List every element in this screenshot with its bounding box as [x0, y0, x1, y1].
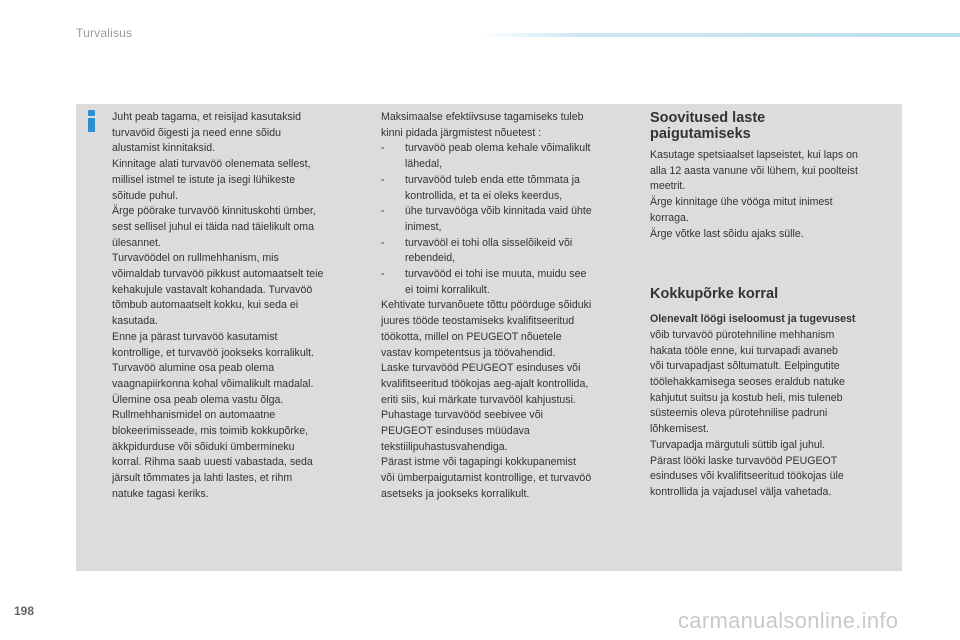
text-line: turvavöö peab olema kehale võimalikult	[405, 142, 591, 155]
text-line: kasutada.	[112, 315, 158, 328]
text-line: Turvavöödel on rullmehhanism, mis	[112, 252, 279, 265]
dash-marker: -	[381, 268, 385, 281]
text-line: tekstiilipuhastusvahendiga.	[381, 440, 508, 453]
text-line: inimest,	[405, 220, 442, 233]
dash-marker: -	[381, 142, 385, 155]
text-line: turvavöid õigesti ja need enne sõidu	[112, 126, 282, 139]
section-subhead: Olenevalt löögi iseloomust ja tugevusest	[650, 313, 856, 326]
text-line: vaagnapiirkonna kohal võimalikult madalal.	[112, 377, 314, 390]
text-line: tõmbub automaatselt kokku, kui seda ei	[112, 299, 299, 312]
text-line: Rullmehhanismidel on automaatne	[112, 409, 276, 422]
text-line: kehakujule vastavalt kohandada. Turvavöö	[112, 283, 313, 296]
text-line: äkkpidurduse või sõiduki ümbermineku	[112, 440, 295, 453]
text-line: millisel istmel te istute ja isegi lühikeste	[112, 173, 296, 186]
section-title-line: Soovitused laste	[650, 110, 766, 126]
dash-marker: -	[381, 173, 385, 186]
text-line: turvavööd tuleb enda ette tõmmata ja	[405, 173, 580, 186]
requirement-item	[381, 141, 633, 172]
text-line: turvavööd ei tohi ise muuta, muidu see	[405, 268, 587, 281]
header-accent-bar	[478, 33, 960, 37]
text-line: korral. Rihma saab uuesti vabastada, seda	[112, 456, 313, 469]
column-seatbelt-usage	[112, 110, 357, 503]
text-line: võimaldab turvavöö pikkust automaatselt teie	[112, 268, 324, 281]
section-header-title: Turvalisus	[76, 26, 133, 40]
text-line: kontrollige, et turvavöö jookseks korralikult.	[112, 346, 314, 359]
text-line: Kinnitage alati turvavöö olenemata sellest,	[112, 158, 311, 171]
text-line: ülesannet.	[112, 236, 161, 249]
text-line: Ärge pöörake turvavöö kinnituskohti ümber,	[112, 205, 316, 218]
requirement-item	[381, 173, 633, 204]
text-line: natuke tagasi keriks.	[112, 487, 209, 500]
text-line: töökotta, millel on PEUGEOT nõuetele	[381, 330, 562, 343]
text-line: eriti siis, kui märkate turvavööl kahjustusi.	[381, 393, 576, 406]
text-line: või ümberpaigutamist kontrollige, et turvavöö	[381, 472, 592, 485]
text-line: Enne ja pärast turvavöö kasutamist	[112, 330, 278, 343]
column-child-and-crash	[650, 110, 900, 501]
text-line: töölehakkamisega seoses eraldub natuke	[650, 376, 845, 389]
text-line: turvavööl ei tohi olla sisselõikeid või	[405, 236, 573, 249]
text-line: Turvapadja märgutuli süttib igal juhul.	[650, 438, 826, 451]
text-line: blokeerimisseade, mis toimib kokkupõrke,	[112, 425, 309, 438]
text-line: ühe turvavööga võib kinnitada vaid ühte	[405, 205, 592, 218]
section-title-child-seating	[650, 110, 900, 142]
text-line: alla 12 aasta vanune või lühem, kui poolteist	[650, 164, 858, 177]
text-line: Kasutage spetsiaalset lapseistet, kui laps on	[650, 149, 858, 161]
info-icon-dot	[88, 110, 95, 116]
text-line: lõhkemisest.	[650, 423, 709, 436]
text-line: kahjutut suitsu ja kostub heli, mis tuleneb	[650, 391, 843, 404]
text-line: meetrit.	[650, 180, 686, 193]
text-line: kontrollida, et ta ei oleks keerdus,	[405, 189, 563, 202]
info-icon-stem	[88, 118, 95, 132]
dash-marker: -	[381, 236, 385, 249]
info-icon	[86, 110, 96, 132]
text-line: esinduses või kvalifitseeritud töökojas üle	[650, 470, 844, 483]
text-line: Laske turvavööd PEUGEOT esinduses või	[381, 362, 581, 375]
requirement-item	[381, 204, 633, 235]
text-line: võib turvavöö pürotehniline mehhanism	[650, 328, 835, 341]
dash-marker: -	[381, 205, 385, 218]
text-line: Turvavöö alumine osa peab olema	[112, 362, 275, 375]
text-line: Pärast lööki laske turvavööd PEUGEOT	[650, 454, 838, 467]
text-line: süsteemis oleva pürotehnilise padruni	[650, 407, 828, 420]
text-line: Juht peab tagama, et reisijad kasutaksid	[112, 111, 302, 123]
text-line: kvalifitseeritud töökojas aeg-ajalt kontrollida,	[381, 377, 589, 390]
text-line: Ärge võtke last sõidu ajaks sülle.	[650, 227, 804, 240]
section-title-line: paigutamiseks	[650, 126, 751, 142]
text-line: kontrollida ja vajadusel välja vahetada.	[650, 485, 832, 498]
text-line: ei toimi korralikult.	[405, 283, 490, 296]
text-line: lähedal,	[405, 158, 443, 171]
text-line: kinni pidada järgmistest nõuetest :	[381, 126, 542, 139]
text-line: järsult tõmmates ja lahti lastes, et rihm	[112, 472, 293, 485]
watermark: carmanualsonline.info	[678, 608, 899, 633]
text-line: sest sellisel juhul ei täida nad täielikult oma	[112, 220, 314, 233]
text-line: Pärast istme või tagapingi kokkupanemist	[381, 456, 576, 469]
text-line: või turvapadjast sõltumatult. Eelpingutite	[650, 360, 840, 373]
text-line: alustamist kinnitaksid.	[112, 142, 216, 155]
text-line: rebendeid,	[405, 252, 456, 265]
text-line: sõitude puhul.	[112, 189, 178, 202]
text-line: Puhastage turvavööd seebivee või	[381, 409, 543, 422]
text-line: asetseks ja jookseks korralikult.	[381, 487, 530, 500]
column-seatbelt-requirements	[381, 110, 633, 503]
section-spacer	[650, 242, 900, 286]
text-line: Kehtivate turvanõuete tõttu pöörduge sõiduki	[381, 299, 592, 312]
text-line: juures tööde teostamiseks kvalifitseeritud	[381, 315, 575, 328]
text-line: hakata tööle enne, kui turvapadi avaneb	[650, 344, 838, 357]
section-title-crash: Kokkupõrke korral	[650, 286, 779, 303]
text-line: vastav kompetentsus ja töövahendid.	[381, 346, 556, 359]
text-line: korraga.	[650, 211, 689, 224]
text-line: Ärge kinnitage ühe vööga mitut inimest	[650, 196, 833, 209]
text-line: Maksimaalse efektiivsuse tagamiseks tuleb	[381, 111, 584, 123]
requirement-item	[381, 236, 633, 267]
requirement-item	[381, 267, 633, 298]
text-line: Ülemine osa peab olema vastu õlga.	[112, 393, 284, 406]
page-number: 198	[14, 604, 35, 618]
text-line: PEUGEOT esinduses müüdava	[381, 425, 530, 438]
